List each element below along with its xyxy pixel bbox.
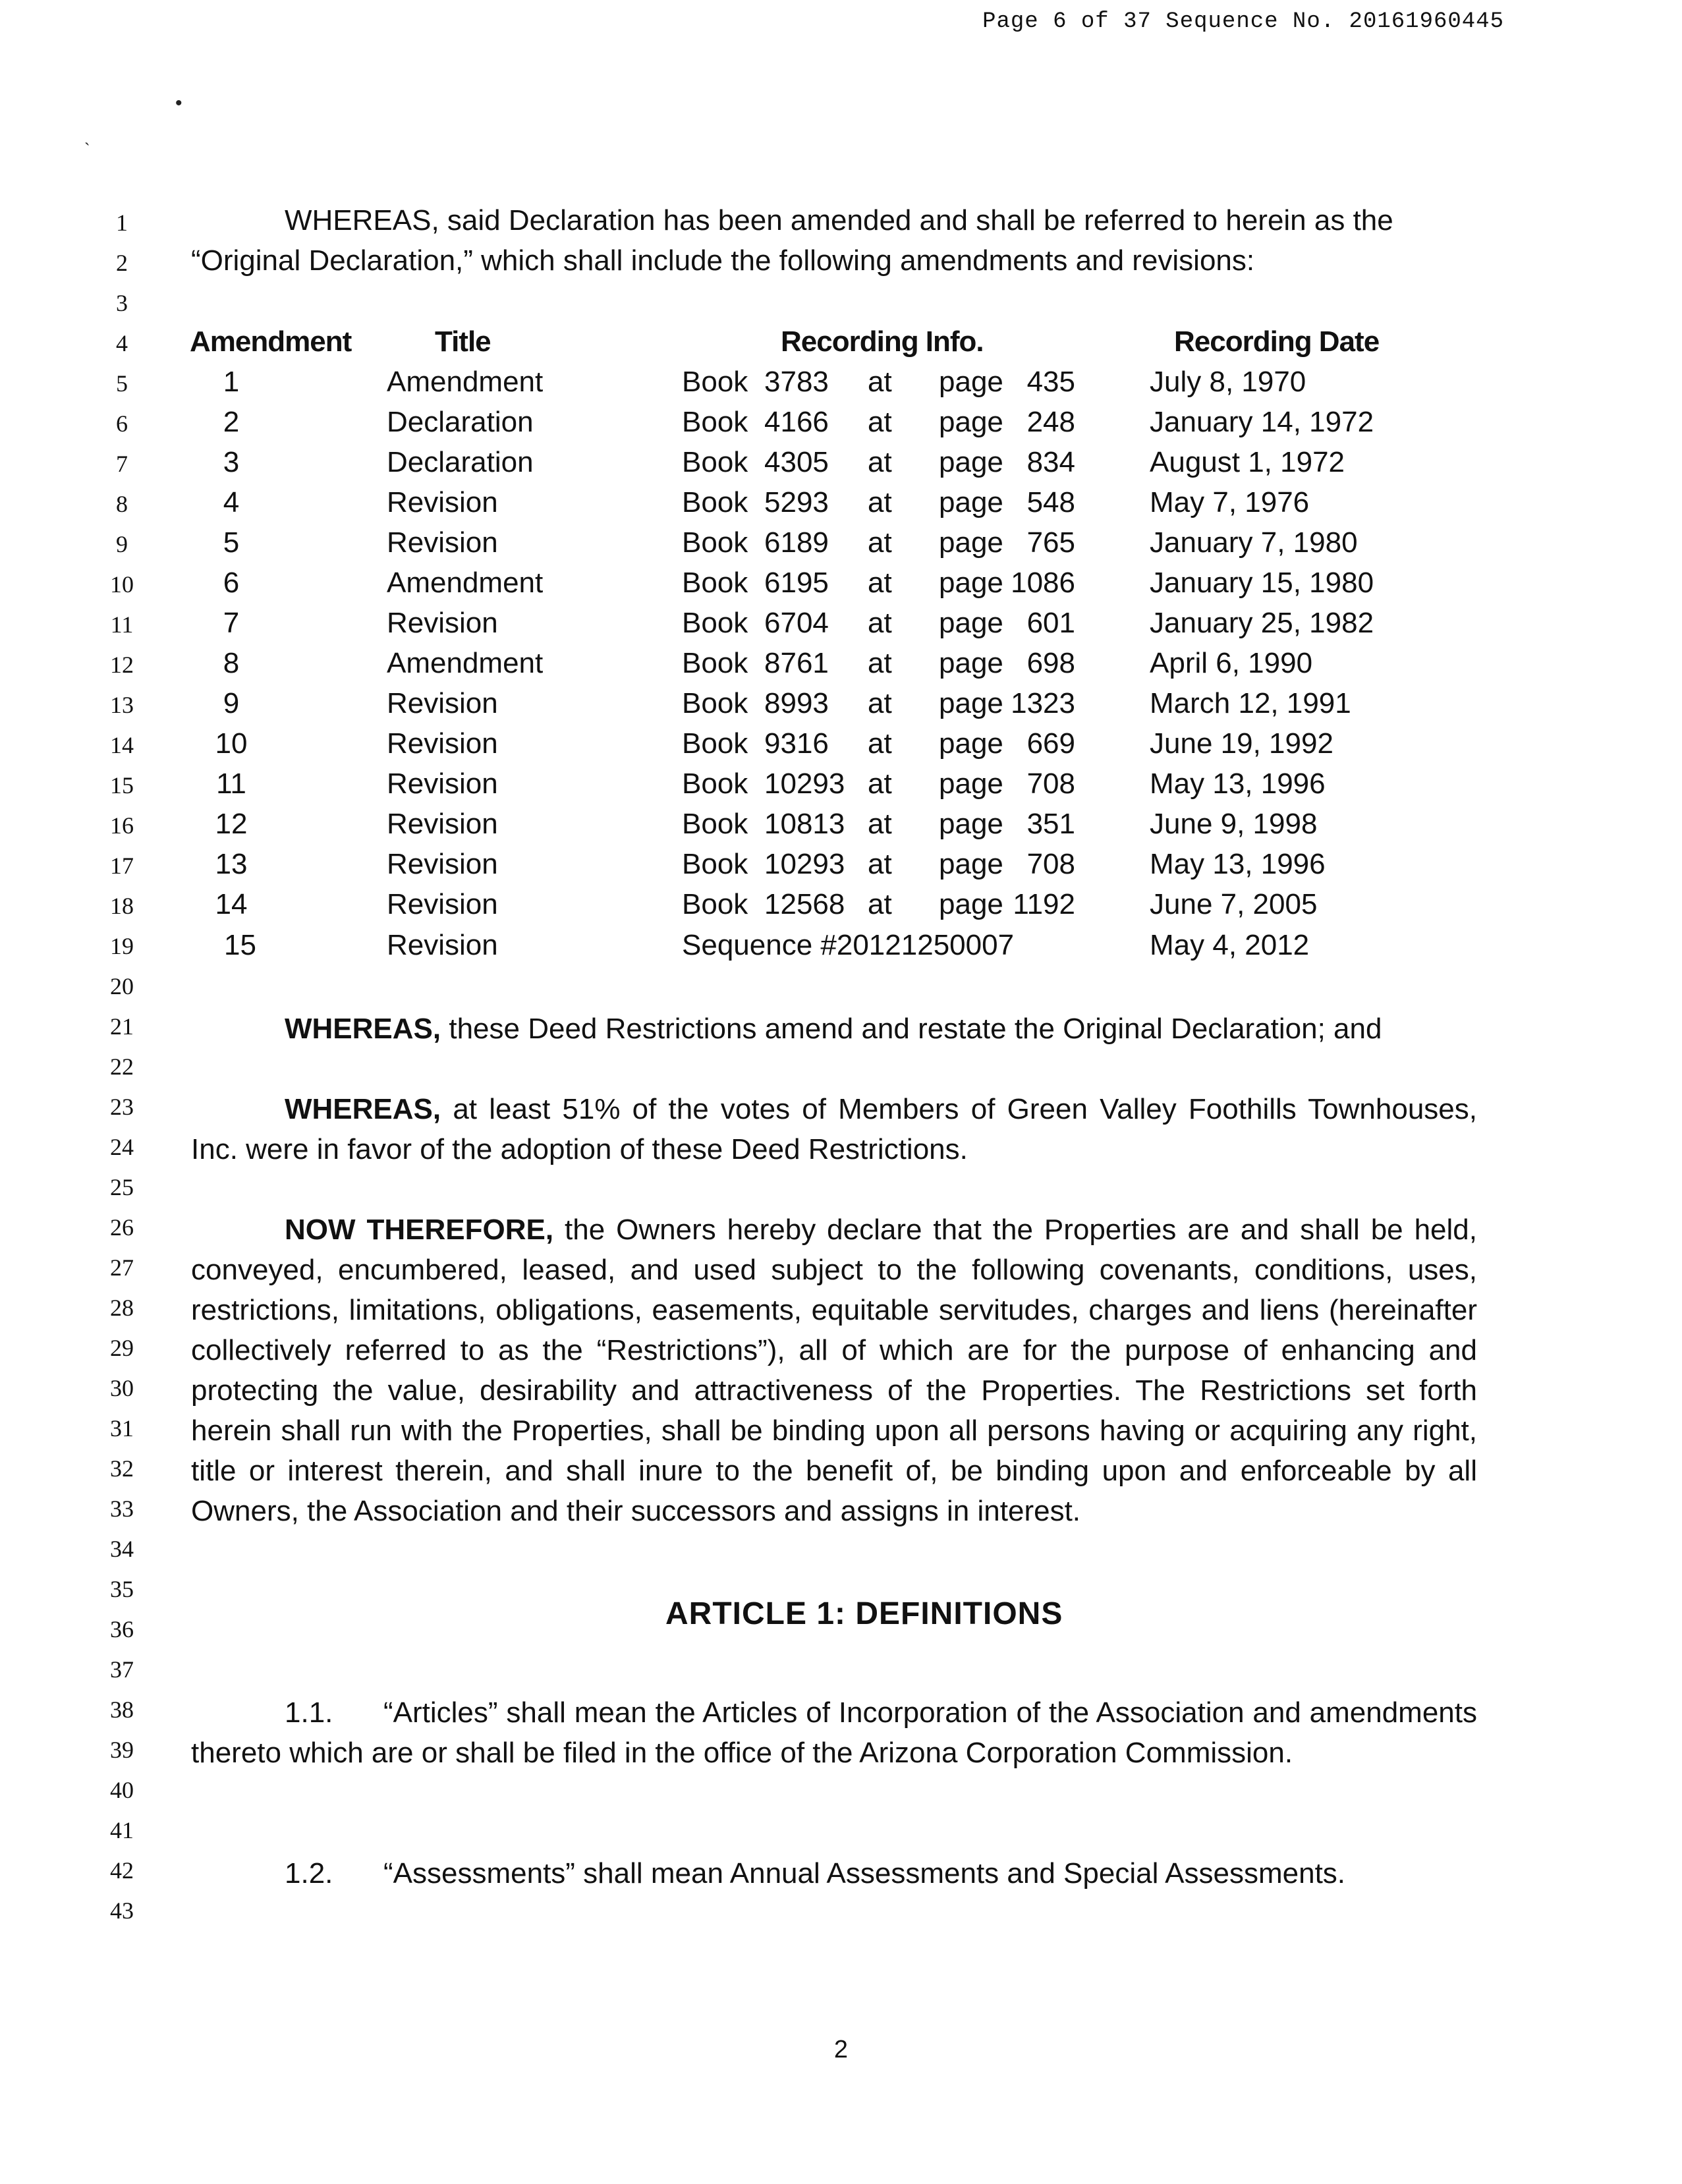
page-label: page xyxy=(939,848,1003,880)
amendment-title: Revision xyxy=(387,768,498,800)
amendment-number: 7 xyxy=(223,607,240,639)
recording-date: July 8, 1970 xyxy=(1150,366,1306,398)
line-number: 39 xyxy=(110,1737,134,1763)
line-number: 34 xyxy=(110,1536,134,1562)
book-label: Book xyxy=(682,607,748,639)
book-number: 10813 xyxy=(764,808,845,840)
recording-date: January 15, 1980 xyxy=(1150,567,1374,599)
amendment-number: 4 xyxy=(223,486,240,518)
book-number: 10293 xyxy=(764,768,845,800)
at-label: at xyxy=(868,567,892,599)
whereas-lead: WHEREAS, xyxy=(285,1093,441,1125)
amendment-title: Revision xyxy=(387,808,498,840)
amendment-number: 1 xyxy=(223,366,240,398)
now-therefore-text: the Owners hereby declare that the Properties are and shall be held, conveyed, encumbered, leased, and used subject to the following covenants, conditions, uses, restrictions, limitations, obligations, easements, equitable servitudes, charges and liens (hereinafter collectively referred to as the “Restrictions”), all of which are for the purpose of enhancing and protecting the value, desirability and attractiveness of the Properties. The Restrictions set forth herein shall run with the Properties, shall be binding upon all persons having or acquiring any right, title or interest therein, and shall inure to the benefit of, be binding upon and enforceable by all Owners, the Association and their successors and assigns in interest. xyxy=(191,1214,1478,1527)
line-number: 17 xyxy=(110,853,134,879)
recording-date: January 25, 1982 xyxy=(1150,607,1374,639)
amendment-number: 10 xyxy=(215,727,248,760)
amendment-number: 12 xyxy=(215,808,248,840)
line-number: 20 xyxy=(110,973,134,999)
page-label: page xyxy=(939,888,1003,920)
book-number: 12568 xyxy=(764,888,845,920)
whereas-text: at least 51% of the votes of Members of Green Valley Foothills Townhouses, Inc. were in favor of the adoption of these Deed Restrictions. xyxy=(191,1093,1477,1165)
amendment-number: 14 xyxy=(215,888,248,920)
col-header-title: Title xyxy=(435,325,491,358)
recording-date: June 7, 2005 xyxy=(1150,888,1318,920)
line-number: 16 xyxy=(110,812,134,839)
line-number: 13 xyxy=(110,692,134,718)
amendment-title: Revision xyxy=(387,888,498,920)
page-label: page xyxy=(939,727,1003,760)
col-header-amendment: Amendment xyxy=(190,325,352,358)
line-number: 21 xyxy=(110,1013,134,1040)
book-number: 9316 xyxy=(764,727,829,760)
recording-date: August 1, 1972 xyxy=(1150,446,1345,478)
line-number: 22 xyxy=(110,1053,134,1080)
line-number: 5 xyxy=(116,370,128,397)
book-number: 5293 xyxy=(764,486,829,518)
page-label: page xyxy=(939,607,1003,639)
recording-date: January 14, 1972 xyxy=(1150,406,1374,438)
amendment-title: Revision xyxy=(387,727,498,760)
now-therefore-lead: NOW THEREFORE, xyxy=(285,1214,554,1246)
line-number: 38 xyxy=(110,1696,134,1723)
at-label: at xyxy=(868,406,892,438)
recording-date: June 19, 1992 xyxy=(1150,727,1333,760)
line-number: 40 xyxy=(110,1777,134,1803)
page-label: page xyxy=(939,567,1003,599)
whereas-text: these Deed Restrictions amend and restate the Original Declaration; and xyxy=(441,1013,1382,1045)
page-number-value: 669 xyxy=(1026,727,1075,760)
page-number: 2 xyxy=(833,2036,849,2063)
line-number: 10 xyxy=(110,571,134,598)
amendment-title: Revision xyxy=(387,486,498,518)
at-label: at xyxy=(868,808,892,840)
amendment-title: Amendment xyxy=(387,647,544,679)
line-number: 23 xyxy=(110,1094,134,1120)
at-label: at xyxy=(868,727,892,760)
col-header-recording-info: Recording Info. xyxy=(781,325,984,358)
book-label: Book xyxy=(682,888,748,920)
col-header-recording-date: Recording Date xyxy=(1174,325,1380,358)
section-number: 1.2. xyxy=(285,1857,333,1890)
at-label: at xyxy=(868,768,892,800)
page-number-value: 351 xyxy=(1026,808,1075,840)
page-label: page xyxy=(939,446,1003,478)
recording-date: June 9, 1998 xyxy=(1150,808,1318,840)
amendment-title: Amendment xyxy=(387,567,544,599)
line-number: 14 xyxy=(110,732,134,758)
at-label: at xyxy=(868,446,892,478)
recording-date: January 7, 1980 xyxy=(1150,526,1358,559)
book-label: Book xyxy=(682,808,748,840)
recording-info: Sequence #20121250007 xyxy=(682,929,1015,961)
line-number: 15 xyxy=(110,772,134,798)
page-number-value: 708 xyxy=(1026,848,1075,880)
page-header: Page 6 of 37 Sequence No. 20161960445 xyxy=(982,9,1504,34)
book-label: Book xyxy=(682,647,748,679)
line-number: 18 xyxy=(110,893,134,919)
at-label: at xyxy=(868,607,892,639)
amendment-title: Revision xyxy=(387,607,498,639)
line-number: 24 xyxy=(110,1134,134,1160)
line-number: 9 xyxy=(116,531,128,557)
book-label: Book xyxy=(682,768,748,800)
book-label: Book xyxy=(682,687,748,719)
line-number: 41 xyxy=(110,1817,134,1843)
page-label: page xyxy=(939,768,1003,800)
amendment-title: Amendment xyxy=(387,366,544,398)
book-label: Book xyxy=(682,446,748,478)
line-number: 32 xyxy=(110,1455,134,1482)
page-number-value: 248 xyxy=(1026,406,1075,438)
page-number-value: 1323 xyxy=(1011,687,1075,719)
intro-line-2: “Original Declaration,” which shall include the following amendments and revisions: xyxy=(191,244,1255,277)
page-label: page xyxy=(939,526,1003,559)
line-number: 12 xyxy=(110,652,134,678)
recording-date: May 7, 1976 xyxy=(1150,486,1310,518)
line-number: 30 xyxy=(110,1375,134,1401)
line-number: 27 xyxy=(110,1254,134,1281)
recording-date: May 13, 1996 xyxy=(1150,768,1326,800)
page-number-value: 1086 xyxy=(1011,567,1075,599)
amendment-number: 2 xyxy=(223,406,240,438)
page-label: page xyxy=(939,808,1003,840)
at-label: at xyxy=(868,687,892,719)
line-number: 36 xyxy=(110,1616,134,1642)
amendment-number: 15 xyxy=(224,929,256,961)
page-number-value: 708 xyxy=(1026,768,1075,800)
section-number: 1.1. xyxy=(285,1696,333,1729)
line-number: 35 xyxy=(110,1576,134,1602)
amendment-number: 11 xyxy=(216,768,246,800)
line-number: 6 xyxy=(116,410,128,437)
book-label: Book xyxy=(682,526,748,559)
book-number: 10293 xyxy=(764,848,845,880)
amendment-title: Revision xyxy=(387,848,498,880)
at-label: at xyxy=(868,848,892,880)
at-label: at xyxy=(868,647,892,679)
amendment-title: Revision xyxy=(387,687,498,719)
page-label: page xyxy=(939,406,1003,438)
at-label: at xyxy=(868,526,892,559)
whereas-paragraph-2 xyxy=(191,1089,1477,1169)
line-number: 28 xyxy=(110,1295,134,1321)
line-number: 29 xyxy=(110,1335,134,1361)
book-number: 4166 xyxy=(764,406,829,438)
line-number: 7 xyxy=(116,451,128,477)
book-number: 6195 xyxy=(764,567,829,599)
line-number: 8 xyxy=(116,491,128,517)
amendment-title: Declaration xyxy=(387,446,534,478)
at-label: at xyxy=(868,366,892,398)
page-number-value: 698 xyxy=(1026,647,1075,679)
amendment-number: 8 xyxy=(223,647,240,679)
book-label: Book xyxy=(682,486,748,518)
page-number-value: 548 xyxy=(1026,486,1075,518)
book-label: Book xyxy=(682,366,748,398)
page-number-value: 1192 xyxy=(1013,888,1075,920)
page-number-value: 765 xyxy=(1026,526,1075,559)
amendment-number: 6 xyxy=(223,567,240,599)
amendment-number: 9 xyxy=(223,687,240,719)
book-label: Book xyxy=(682,848,748,880)
page-number-value: 834 xyxy=(1026,446,1075,478)
book-number: 6704 xyxy=(764,607,829,639)
amendment-title: Declaration xyxy=(387,406,534,438)
recording-date: May 4, 2012 xyxy=(1150,929,1310,961)
line-number: 4 xyxy=(116,330,128,356)
amendment-title: Revision xyxy=(387,526,498,559)
amendment-number: 13 xyxy=(215,848,248,880)
whereas-lead: WHEREAS, xyxy=(285,1013,441,1045)
book-label: Book xyxy=(682,406,748,438)
line-number: 2 xyxy=(116,250,128,276)
book-label: Book xyxy=(682,567,748,599)
page-number-value: 435 xyxy=(1026,366,1075,398)
book-label: Book xyxy=(682,727,748,760)
at-label: at xyxy=(868,888,892,920)
amendment-number: 3 xyxy=(223,446,240,478)
scan-mark: ` xyxy=(84,140,90,159)
definition-text: “Articles” shall mean the Articles of Incorporation of the Association and amendments thereto which are or shall be filed in the office of the Arizona Corporation Commission. xyxy=(191,1696,1477,1769)
recording-date: March 12, 1991 xyxy=(1150,687,1351,719)
page-label: page xyxy=(939,366,1003,398)
definition-1-1 xyxy=(191,1693,1477,1773)
page-label: page xyxy=(939,687,1003,719)
line-number: 33 xyxy=(110,1496,134,1522)
amendment-title: Revision xyxy=(387,929,498,961)
book-number: 6189 xyxy=(764,526,829,559)
line-number: 37 xyxy=(110,1656,134,1683)
page-number-value: 601 xyxy=(1026,607,1075,639)
definition-1-2 xyxy=(191,1853,1477,1893)
article-heading: ARTICLE 1: DEFINITIONS xyxy=(665,1596,1063,1631)
book-number: 4305 xyxy=(764,446,829,478)
line-number: 19 xyxy=(110,933,134,959)
line-number: 11 xyxy=(110,611,134,638)
page-label: page xyxy=(939,486,1003,518)
book-number: 3783 xyxy=(764,366,829,398)
amendment-number: 5 xyxy=(223,526,240,559)
whereas-paragraph-1 xyxy=(191,1009,1477,1049)
line-number: 31 xyxy=(110,1415,134,1442)
page-label: page xyxy=(939,647,1003,679)
line-number: 42 xyxy=(110,1857,134,1884)
line-number: 1 xyxy=(116,210,128,236)
book-number: 8761 xyxy=(764,647,829,679)
at-label: at xyxy=(868,486,892,518)
recording-date: April 6, 1990 xyxy=(1150,647,1313,679)
line-number: 3 xyxy=(116,290,128,316)
now-therefore-paragraph xyxy=(191,1210,1477,1531)
line-number: 43 xyxy=(110,1897,134,1924)
line-number: 26 xyxy=(110,1214,134,1241)
scan-mark: • xyxy=(175,92,182,114)
intro-line-1: WHEREAS, said Declaration has been amended and shall be referred to herein as the xyxy=(285,204,1393,237)
definition-text: “Assessments” shall mean Annual Assessments and Special Assessments. xyxy=(383,1857,1346,1890)
recording-date: May 13, 1996 xyxy=(1150,848,1326,880)
book-number: 8993 xyxy=(764,687,829,719)
line-number: 25 xyxy=(110,1174,134,1200)
